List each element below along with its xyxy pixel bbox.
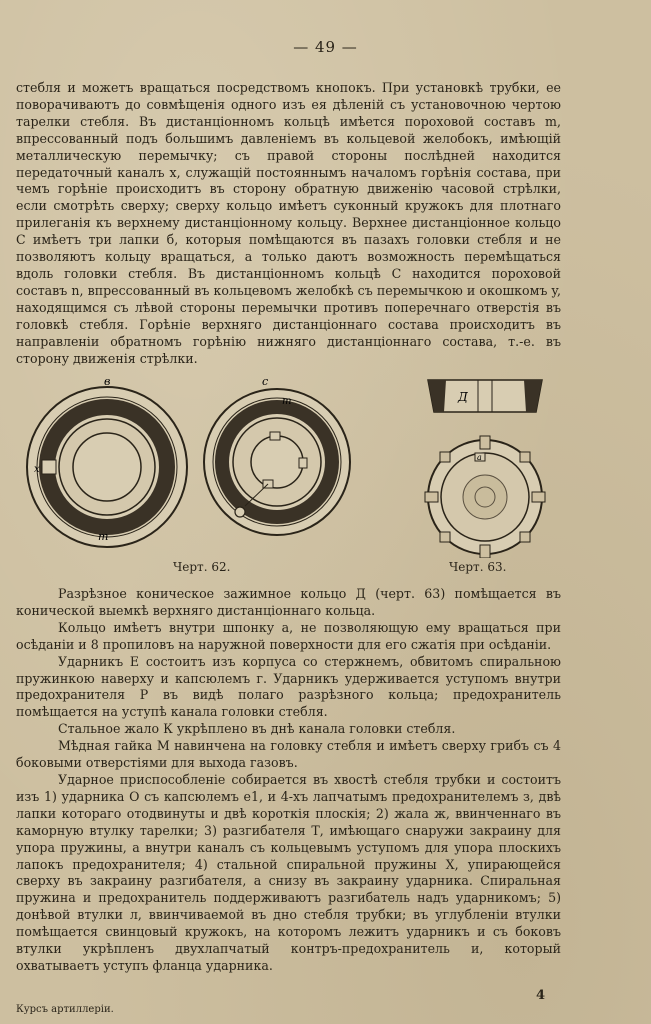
paragraph-steel-sting: Стальное жало К укрѣплено въ днѣ канала головки стебля. (58, 721, 456, 737)
figure-63-label-a: а (477, 453, 482, 462)
figure-62-letter-m-right: m (282, 396, 292, 407)
figure-63 (420, 372, 560, 558)
bottom-text-block (16, 586, 561, 975)
paragraph-ring-key: Кольцо имѣетъ внутри шпонку а, не позволяющую ему вращаться при осѣданіи и 8 пропиловъ на наружной поверхности для его сжатія при осѣданіи. (16, 619, 561, 652)
paragraph-striker: Ударникъ Е состоитъ изъ корпуса со стержнемъ, обвитомъ спиральною пружинкою наверху и капсюлемъ г. Ударникъ удерживается уступомъ внутри предохранителя Р въ видѣ полаго разрѣзного кольца; предохранитель помѣщается на уступѣ канала головки стебля. (16, 653, 561, 720)
top-paragraph: стебля и можетъ вращаться посредствомъ кнопокъ. При установкѣ трубки, ее поворачиваютъ до совмѣщенія одного изъ ея дѣленій съ установочною чертою тарелки стебля. Въ дистанціонномъ кольцѣ имѣется пороховой составъ m, впрессованный подъ большимъ давленіемъ въ кольцевой желобокъ, имѣющій металлическую перемычку; съ правой стороны послѣдней находится передаточный каналъ x, служащій постояннымъ началомъ горѣнія состава, при чемъ горѣніе происходитъ въ сторону обратную движенію часовой стрѣлки, если смотрѣть сверху; сверху кольцо имѣетъ суконный кружокъ для плотнаго прилеганія къ верхнему дистанціонному кольцу. Верхнее дистанціонное кольцо С имѣетъ три лапки б, которыя помѣщаются въ пазахъ головки стебля и не позволяютъ кольцу вращаться, а только даютъ возможность перемѣщаться вдоль головки стебля. Въ дистанціонномъ кольцѣ С находится пороховой составъ n, впрессованный въ кольцевомъ желобкѣ съ перемычкою и окошкомъ y, находящимся съ лѣвой стороны перемычки противъ поперечнаго отверстія въ головкѣ стебля. Горѣніе верхняго дистанціоннаго состава происходитъ въ направленіи обратномъ горѣнію нижняго дистанціоннаго состава, т.-е. въ сторону движенія стрѣлки. (16, 80, 561, 366)
paragraph-split-ring: Разрѣзное коническое зажимное кольцо Д (черт. 63) помѣщается въ конической выемкѣ верхняго дистанціоннаго кольца. (16, 586, 561, 618)
figure-62 (20, 372, 360, 552)
paragraph-percussion-device: Ударное приспособленіе собирается въ хвостѣ стебля трубки и состоитъ изъ 1) ударника О съ капсюлемъ е1, и 4-хъ лапчатымъ предохранителемъ з, двѣ лапки котораго отодвинуты и двѣ короткія плоскія; 2) жала ж, ввинченнаго въ каморную втулку тарелки; 3) разгибателя Т, имѣющаго снаружи закраину для упора пружины, а внутри каналъ съ кольцевымъ уступомъ для упора плоскихъ лапокъ предохранителя; 4) стальной спиральной пружины Х, упирающейся сверху въ закраину разгибателя, а снизу въ закраину ударника. Спиральная пружина и предохранитель поддерживаютъ разгибатель надъ ударникомъ; 5) донѣвой втулки л, ввинчиваемой въ дно стебля трубки; въ углубленіи втулки помѣщается свинцовый кружокъ, на которомъ лежитъ ударникъ и съ боковъ втулки укрѣпленъ двухлапчатый контръ-предохранитель и, который охватываетъ уступъ фланца ударника. (16, 771, 561, 973)
footer-signature-mark: 4 (536, 988, 546, 1003)
top-text-block (16, 80, 561, 367)
figure-62-caption: Черт. 62. (173, 560, 231, 574)
figure-63-side-view (428, 380, 542, 412)
figure-62-left-ring (27, 387, 187, 547)
footer-book-title: Курсъ артиллеріи. (16, 1004, 114, 1015)
page-number: — 49 — (293, 38, 358, 56)
paragraph-copper-nut: Мѣдная гайка М навинчена на головку стебля и имѣетъ сверху грибъ съ 4 боковыми отверстіями для выхода газовъ. (16, 738, 561, 771)
figure-62-label-right: с (262, 375, 269, 388)
figure-63-top-view (425, 436, 545, 558)
figure-63-label-ring: Д (458, 390, 468, 404)
figure-62-right-ring (204, 389, 350, 535)
figure-63-caption: Черт. 63. (449, 560, 507, 574)
figure-62-letter-m-left: m (98, 530, 109, 543)
figure-62-label-left: в (104, 375, 111, 388)
figure-62-letter-x: x (34, 464, 40, 475)
